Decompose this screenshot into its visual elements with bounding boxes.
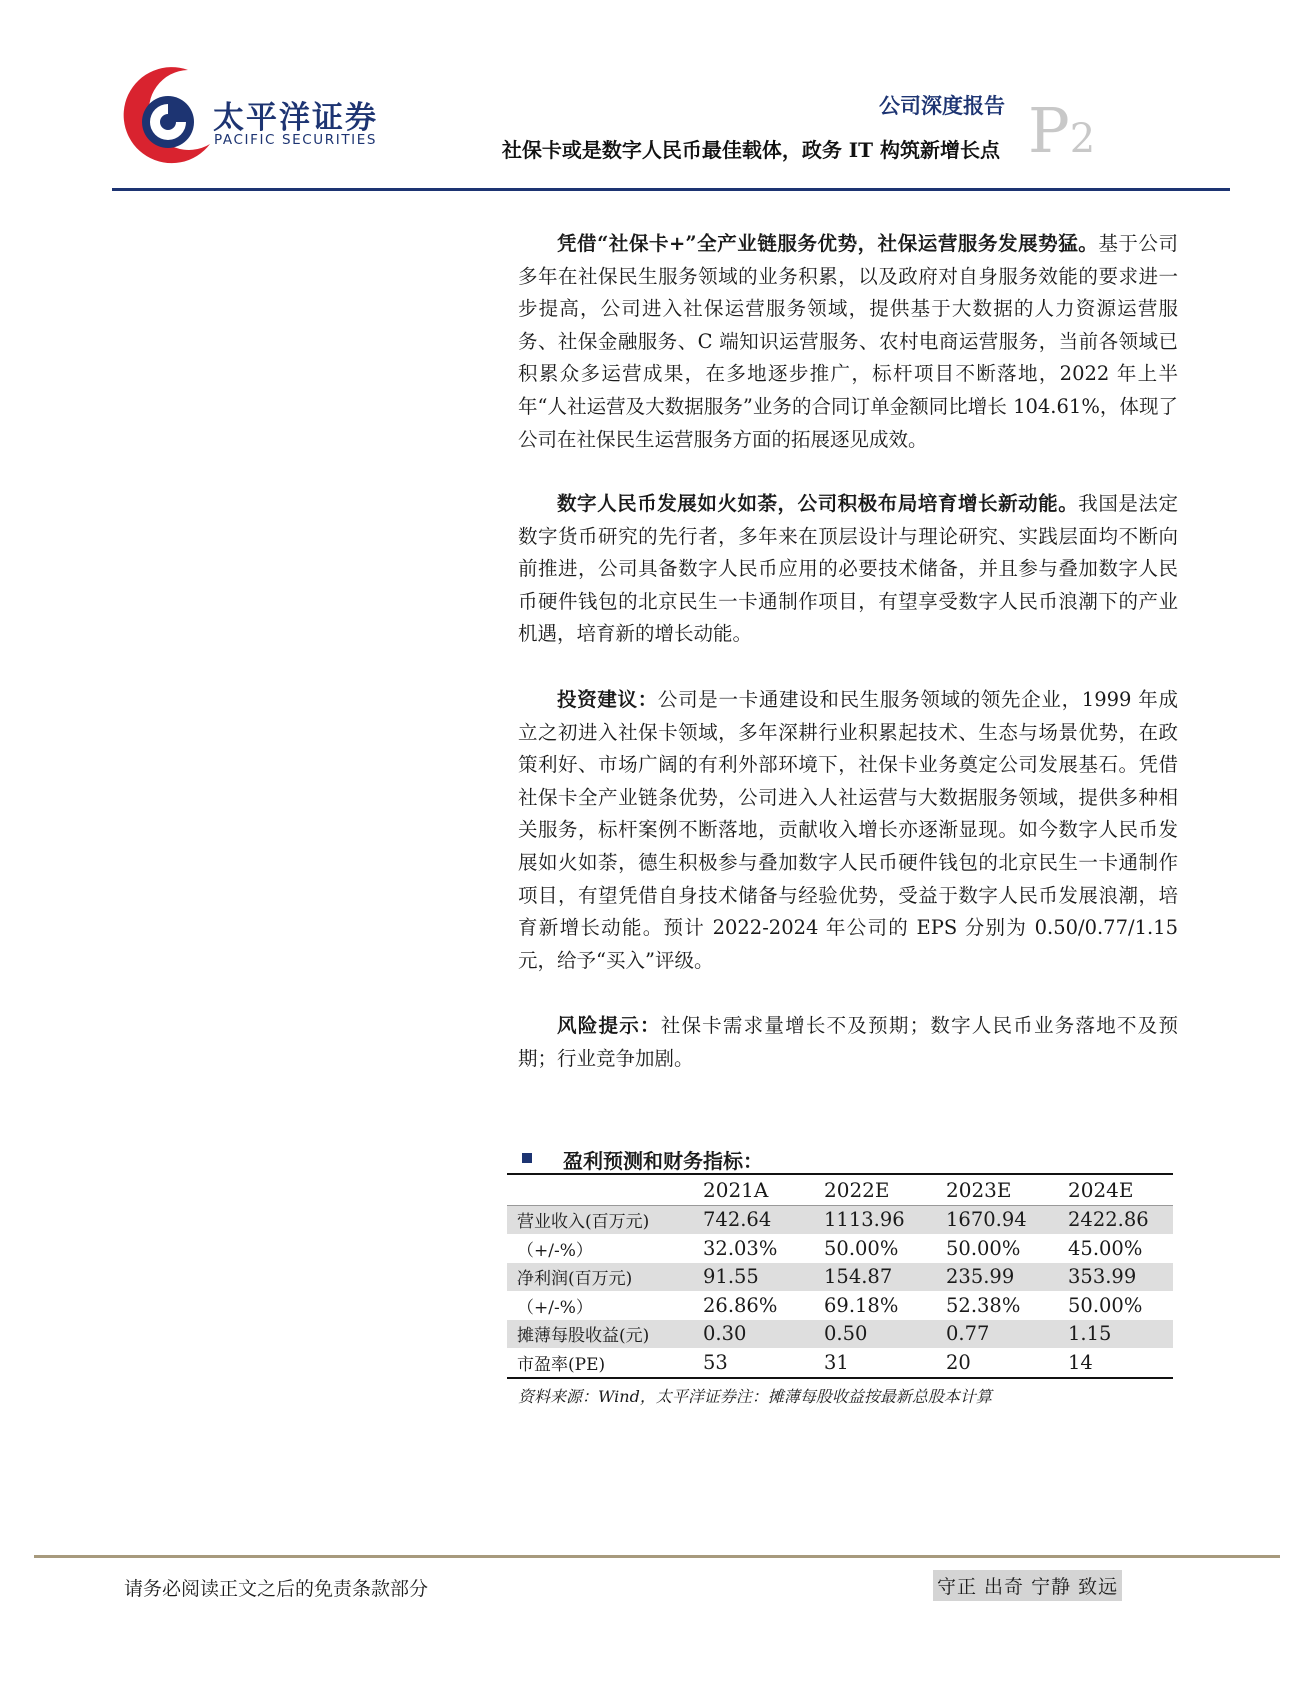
table-row	[507, 1291, 1173, 1320]
paragraph-risk-warning	[518, 1010, 1178, 1075]
table-cell: 14	[1068, 1348, 1173, 1378]
footer-disclaimer: 请务必阅读正文之后的免责条款部分	[124, 1578, 429, 1600]
footer-motto: 守正 出奇 宁静 致远	[933, 1570, 1122, 1601]
table-header-row	[507, 1176, 1173, 1205]
table-row	[507, 1263, 1173, 1292]
page-digit: 2	[1069, 116, 1096, 162]
table-title: 盈利预测和财务指标：	[563, 1149, 763, 1173]
table-row	[507, 1348, 1173, 1378]
table-cell: 1.15	[1068, 1320, 1173, 1349]
table-cell: 50.00%	[946, 1236, 1021, 1260]
paragraph-digital-rmb	[518, 488, 1178, 651]
table-cell: 69.18%	[824, 1293, 899, 1317]
table-cell: 20	[946, 1348, 1068, 1378]
table-cell: 1113.96	[824, 1205, 946, 1234]
header-rule	[112, 188, 1230, 191]
table-cell: 26.86%	[703, 1293, 778, 1317]
table-cell: 32.03%	[703, 1236, 778, 1260]
table-cell: 0.50	[824, 1320, 946, 1349]
table-cell: 0.30	[703, 1320, 824, 1349]
table-row	[507, 1234, 1173, 1263]
paragraph-text: 基于公司多年在社保民生服务领域的业务积累，以及政府对自身服务效能的要求进一步提高，公司进入社保运营服务领域，提供基于大数据的人力资源运营服务、社保金融服务、C 端知识运营服务、农村电商运营服务，当前各领域已积累众多运营成果，在多地逐步推广，标杆项目不断落地，2022 年上半年“人社运营及大数据服务”业务的合同订单金额同比增长 104.61%，体现了公司在社保民生运营服务方面的拓展逐见成效。	[518, 232, 1178, 451]
table-top-rule	[507, 1173, 1173, 1175]
row-label: 净利润(百万元)	[507, 1263, 703, 1292]
table-cell: 31	[824, 1348, 946, 1378]
table-header-blank	[507, 1176, 703, 1205]
table-source-note: 资料来源：Wind，太平洋证券注：摊薄每股收益按最新总股本计算	[518, 1387, 992, 1406]
row-label: 摊薄每股收益(元)	[507, 1320, 703, 1349]
footer-rule	[34, 1555, 1280, 1558]
square-bullet-icon	[522, 1153, 532, 1163]
table-cell: 2422.86	[1068, 1205, 1173, 1234]
paragraph-lead: 风险提示：	[557, 1014, 661, 1037]
table-cell: 1670.94	[946, 1205, 1068, 1234]
report-title: 社保卡或是数字人民币最佳载体，政务 IT 构筑新增长点	[501, 138, 1000, 162]
table-cell: 353.99	[1068, 1263, 1173, 1292]
paragraph-investment-advice	[518, 684, 1178, 977]
row-label: 市盈率(PE)	[507, 1348, 703, 1378]
page-number	[1028, 94, 1096, 167]
pacific-securities-logo	[118, 66, 214, 170]
table-cell: 91.55	[703, 1263, 824, 1292]
brand-name-en: PACIFIC SECURITIES	[214, 132, 378, 148]
report-type: 公司深度报告	[879, 93, 1005, 118]
brand-name-cn: 太平洋证券	[213, 100, 378, 136]
forecast-table	[507, 1176, 1173, 1379]
column-header: 2024E	[1068, 1176, 1173, 1205]
paragraph-social-security-ops	[518, 228, 1178, 456]
column-header: 2021A	[703, 1176, 824, 1205]
paragraph-text: 我国是法定数字货币研究的先行者，多年来在顶层设计与理论研究、实践层面均不断向前推进，公司具备数字人民币应用的必要技术储备，并且参与叠加数字人民币硬件钱包的北京民生一卡通制作项目，有望享受数字人民币浪潮下的产业机遇，培育新的增长动能。	[518, 492, 1178, 646]
paragraph-text: 社保卡需求量增长不及预期；数字人民币业务落地不及预期；行业竞争加剧。	[518, 1014, 1178, 1070]
table-cell: 0.77	[946, 1320, 1068, 1349]
table-cell: 235.99	[946, 1263, 1068, 1292]
table-cell: 52.38%	[946, 1293, 1021, 1317]
table-cell: 742.64	[703, 1205, 824, 1234]
row-label: （+/-%）	[517, 1240, 593, 1261]
table-row	[507, 1320, 1173, 1349]
paragraph-lead: 凭借“社保卡+”全产业链服务优势，社保运营服务发展势猛。	[557, 232, 1099, 255]
paragraph-lead: 数字人民币发展如火如荼，公司积极布局培育增长新动能。	[557, 492, 1079, 515]
paragraph-text: 公司是一卡通建设和民生服务领域的领先企业，1999 年成立之初进入社保卡领域，多年深耕行业积累起技术、生态与场景优势，在政策利好、市场广阔的有利外部环境下，社保卡业务奠定公司发展基石。凭借社保卡全产业链条优势，公司进入人社运营与大数据服务领域，提供多种相关服务，标杆案例不断落地，贡献收入增长亦逐渐显现。如今数字人民币发展如火如荼，德生积极参与叠加数字人民币硬件钱包的北京民生一卡通制作项目，有望凭借自身技术储备与经验优势，受益于数字人民币发展浪潮，培育新增长动能。预计 2022-2024 年公司的 EPS 分别为 0.50/0.77/1.15 元，给予“买入”评级。	[518, 688, 1178, 972]
table-cell: 154.87	[824, 1263, 946, 1292]
table-row	[507, 1205, 1173, 1234]
table-cell: 53	[703, 1348, 824, 1378]
table-cell: 50.00%	[1068, 1293, 1143, 1317]
table-cell: 45.00%	[1068, 1236, 1143, 1260]
paragraph-lead: 投资建议：	[557, 688, 658, 711]
column-header: 2022E	[824, 1176, 946, 1205]
table-cell: 50.00%	[824, 1236, 899, 1260]
row-label: 营业收入(百万元)	[507, 1205, 703, 1234]
column-header: 2023E	[946, 1176, 1068, 1205]
row-label: （+/-%）	[517, 1297, 593, 1318]
page-letter: P	[1028, 94, 1070, 167]
